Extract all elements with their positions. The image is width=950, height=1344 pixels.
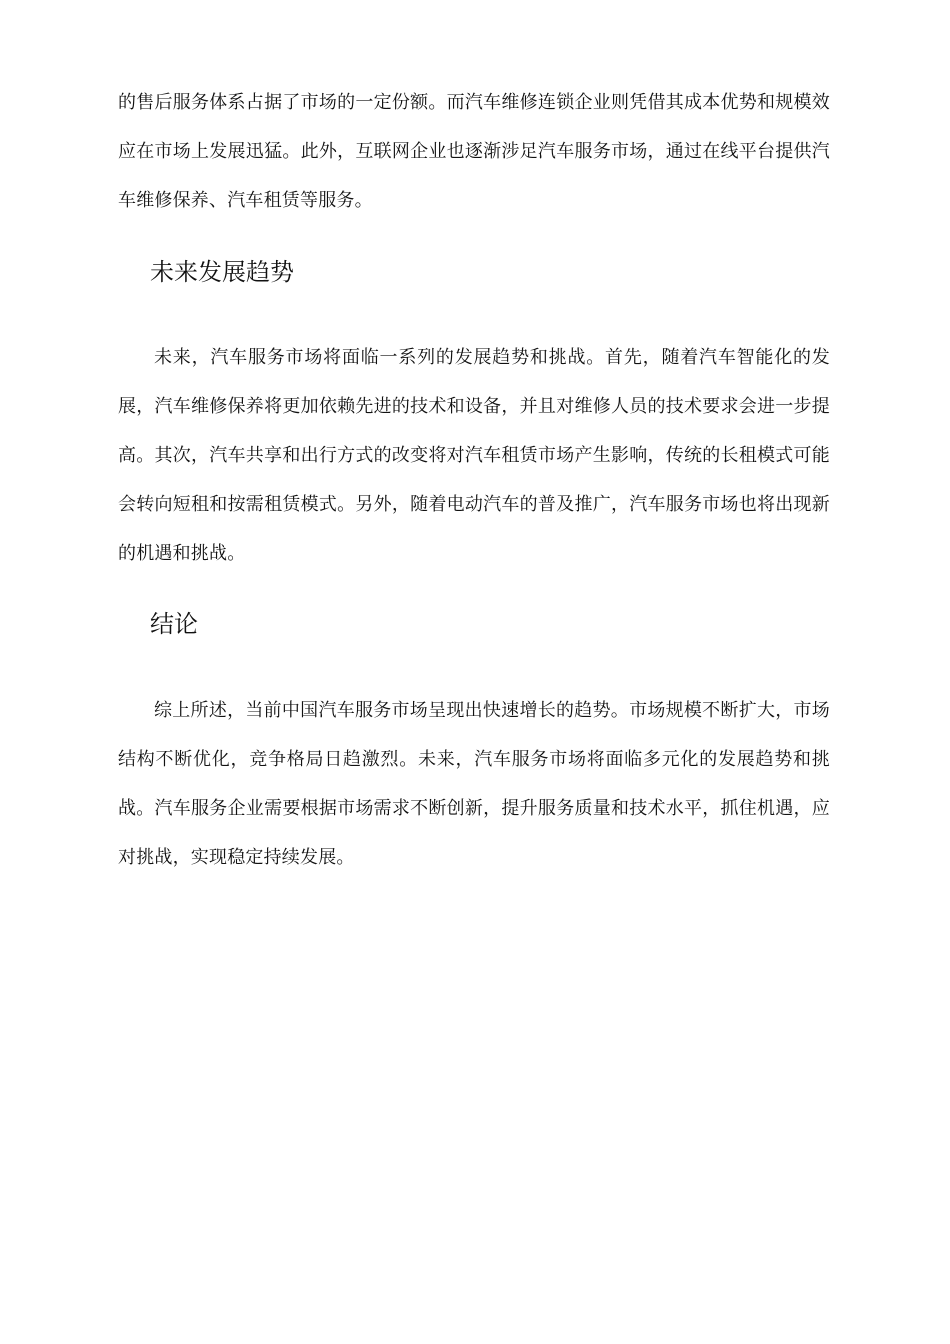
future-trends-paragraph: 未来，汽车服务市场将面临一系列的发展趋势和挑战。首先，随着汽车智能化的发展，汽车维修保养将更加依赖先进的技术和设备，并且对维修人员的技术要求会进一步提高。其次，汽车共享和出行方式的改变将对汽车租赁市场产生影响，传统的长租模式可能会转向短租和按需租赁模式。另外，随着电动汽车的普及推广，汽车服务市场也将出现新的机遇和挑战。 [118,347,830,564]
intro-paragraph-block [118,78,830,225]
section-heading-future-trends: 未来发展趋势 [150,258,294,286]
intro-paragraph: 的售后服务体系占据了市场的一定份额。而汽车维修连锁企业则凭借其成本优势和规模效应在市场上发展迅猛。此外，互联网企业也逐渐涉足汽车服务市场，通过在线平台提供汽车维修保养、汽车租赁等服务。 [118,92,830,211]
conclusion-paragraph-block [118,686,830,882]
future-trends-paragraph-block [118,333,830,578]
section-heading-conclusion: 结论 [150,610,198,638]
conclusion-paragraph: 综上所述，当前中国汽车服务市场呈现出快速增长的趋势。市场规模不断扩大，市场结构不断优化，竞争格局日趋激烈。未来，汽车服务市场将面临多元化的发展趋势和挑战。汽车服务企业需要根据市场需求不断创新，提升服务质量和技术水平，抓住机遇，应对挑战，实现稳定持续发展。 [118,700,830,868]
